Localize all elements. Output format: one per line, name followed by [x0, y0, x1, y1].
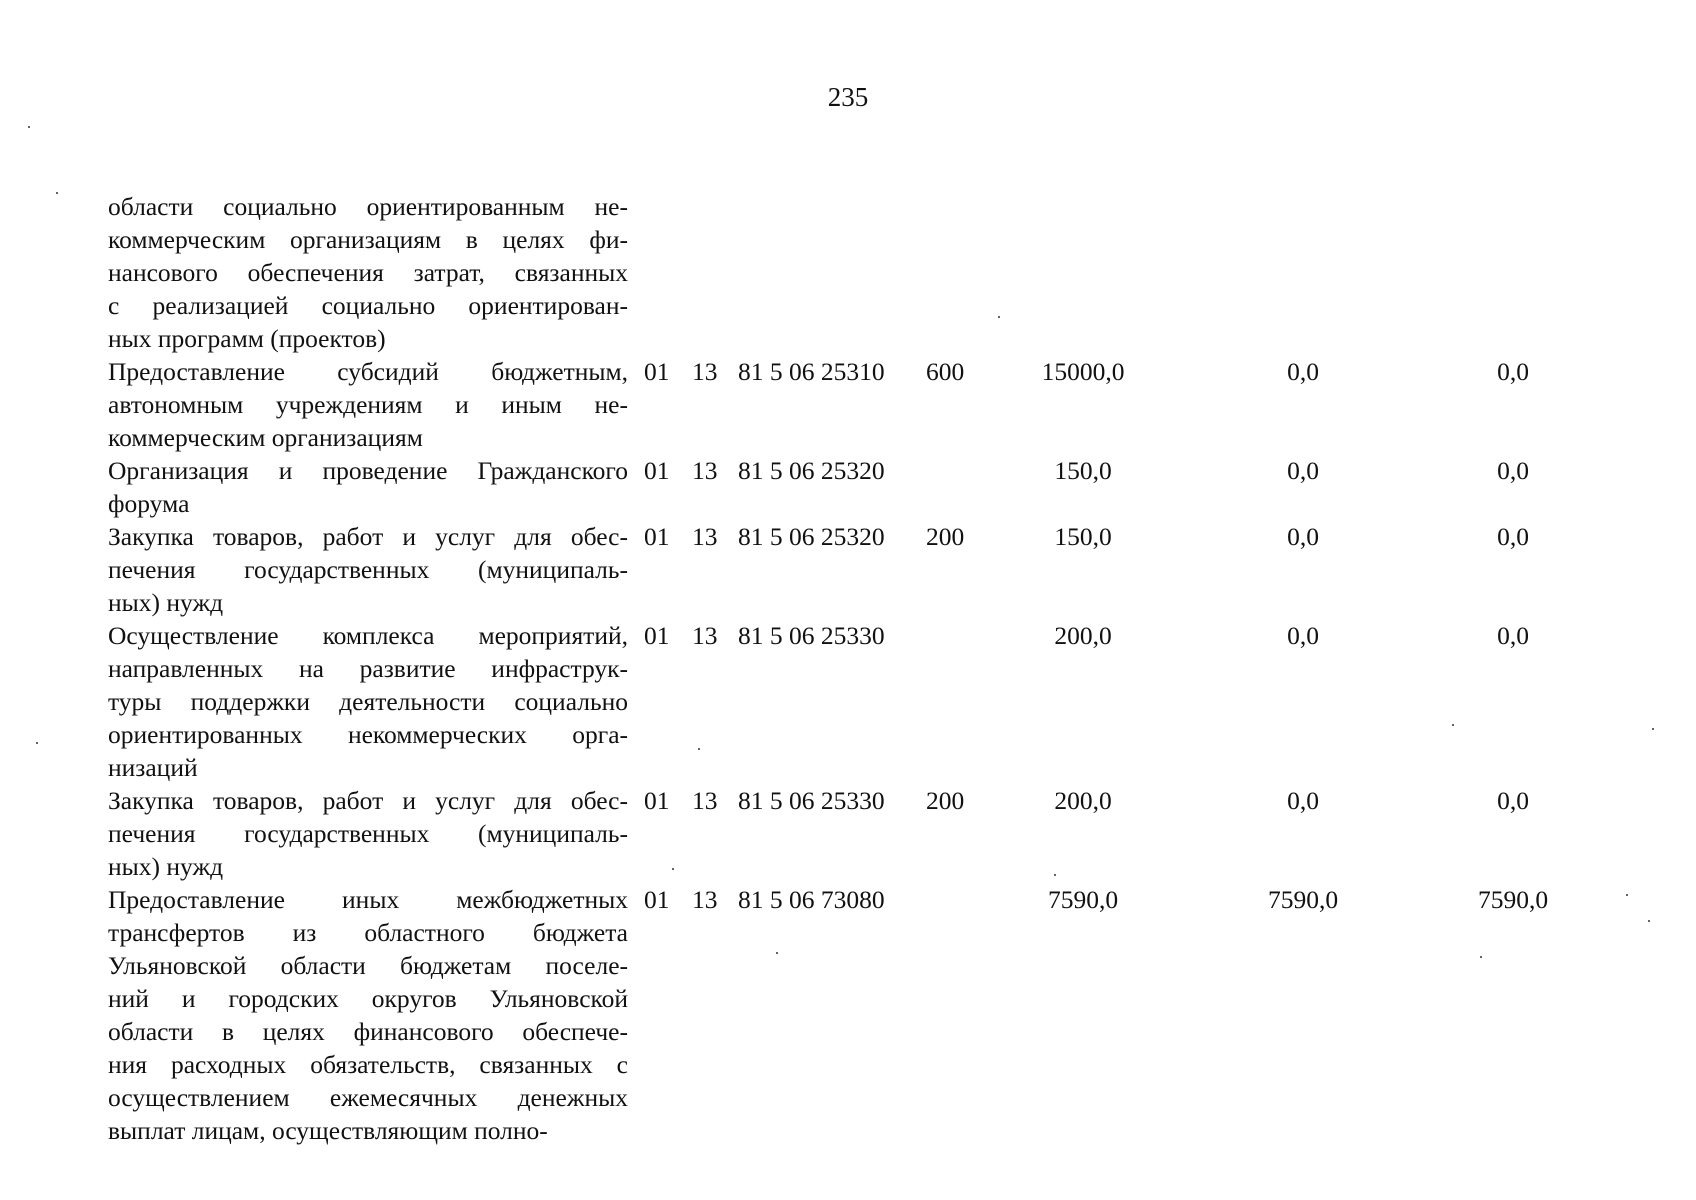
description-line: области социально ориентированным не- — [108, 192, 628, 221]
description-line: выплат лицам, осуществляющим полно- — [108, 1116, 548, 1145]
amount-year-1: 150,0 — [1054, 456, 1112, 485]
scan-speck — [1626, 894, 1628, 896]
page-number: 235 — [827, 82, 869, 112]
amount-year-3: 0,0 — [1497, 357, 1529, 386]
amount-year-3: 0,0 — [1497, 456, 1529, 485]
budget-table — [108, 190, 1568, 1147]
scan-speck — [1480, 956, 1482, 958]
description-line: Осуществление комплекса мероприятий, — [108, 621, 628, 650]
description-line: коммерческим организациям — [108, 423, 423, 452]
amount-year-2: 0,0 — [1287, 522, 1319, 551]
row-description — [108, 190, 628, 355]
description-line: ных) нужд — [108, 852, 224, 881]
target-article-code: 81 5 06 25310 — [738, 357, 885, 386]
scan-speck — [998, 316, 1000, 318]
description-line: Закупка товаров, работ и услуг для обес- — [108, 522, 628, 551]
amount-year-2: 0,0 — [1287, 621, 1319, 650]
table-row — [108, 454, 1568, 520]
amount-year-1: 150,0 — [1054, 522, 1112, 551]
subsection-code: 13 — [692, 786, 718, 815]
target-article-code: 81 5 06 73080 — [738, 885, 885, 914]
amount-year-1: 7590,0 — [1047, 885, 1119, 914]
subsection-code: 13 — [692, 885, 718, 914]
amount-year-3: 0,0 — [1497, 522, 1529, 551]
expense-type-code: 200 — [926, 522, 965, 551]
amount-year-3: 0,0 — [1497, 621, 1529, 650]
scan-speck — [1648, 920, 1650, 922]
description-line: ния расходных обязательств, связанных с — [108, 1050, 628, 1079]
table-row — [108, 190, 1568, 355]
description-line: трансфертов из областного бюджета — [108, 918, 628, 947]
scan-speck — [698, 748, 700, 750]
amount-year-2: 0,0 — [1287, 786, 1319, 815]
description-line: с реализацией социально ориентирован- — [108, 291, 628, 320]
description-line: ний и городских округов Ульяновской — [108, 984, 628, 1013]
description-line: коммерческим организациям в целях фи- — [108, 225, 628, 254]
row-description — [108, 454, 628, 520]
description-line: области в целях финансового обеспече- — [108, 1017, 628, 1046]
amount-year-2: 0,0 — [1287, 357, 1319, 386]
section-code: 01 — [644, 456, 670, 485]
amount-year-3: 7590,0 — [1477, 885, 1549, 914]
expense-type-code: 200 — [926, 786, 965, 815]
table-row — [108, 883, 1568, 1147]
section-code: 01 — [644, 522, 670, 551]
table-row — [108, 520, 1568, 619]
description-line: печения государственных (муниципаль- — [108, 819, 628, 848]
subsection-code: 13 — [692, 357, 718, 386]
description-line: ных) нужд — [108, 588, 224, 617]
table-row — [108, 784, 1568, 883]
description-line: Организация и проведение Гражданского — [108, 456, 628, 485]
amount-year-1: 200,0 — [1054, 786, 1112, 815]
row-description — [108, 619, 628, 784]
target-article-code: 81 5 06 25330 — [738, 621, 885, 650]
scan-speck — [1652, 728, 1654, 730]
amount-year-2: 0,0 — [1287, 456, 1319, 485]
description-line: форума — [108, 489, 190, 518]
row-description — [108, 784, 628, 883]
table-row — [108, 355, 1568, 454]
section-code: 01 — [644, 885, 670, 914]
description-line: автономным учреждениям и иным не- — [108, 390, 628, 419]
scan-speck — [36, 742, 38, 744]
description-line: туры поддержки деятельности социально — [108, 687, 628, 716]
description-line: Ульяновской области бюджетам поселе- — [108, 951, 628, 980]
expense-type-code: 600 — [926, 357, 965, 386]
target-article-code: 81 5 06 25330 — [738, 786, 885, 815]
description-line: печения государственных (муниципаль- — [108, 555, 628, 584]
section-code: 01 — [644, 357, 670, 386]
scan-speck — [56, 192, 58, 194]
description-line: нансового обеспечения затрат, связанных — [108, 258, 628, 287]
subsection-code: 13 — [692, 621, 718, 650]
amount-year-1: 200,0 — [1054, 621, 1112, 650]
row-description — [108, 883, 628, 1147]
section-code: 01 — [644, 786, 670, 815]
subsection-code: 13 — [692, 456, 718, 485]
amount-year-3: 0,0 — [1497, 786, 1529, 815]
description-line: Предоставление иных межбюджетных — [108, 885, 628, 914]
description-line: Закупка товаров, работ и услуг для обес- — [108, 786, 628, 815]
description-line: ориентированных некоммерческих орга- — [108, 720, 628, 749]
section-code: 01 — [644, 621, 670, 650]
amount-year-1: 15000,0 — [1041, 357, 1125, 386]
table-row — [108, 619, 1568, 784]
description-line: низаций — [108, 753, 198, 782]
scan-speck — [776, 952, 778, 954]
description-line: направленных на развитие инфраструк- — [108, 654, 628, 683]
description-line: Предоставление субсидий бюджетным, — [108, 357, 628, 386]
target-article-code: 81 5 06 25320 — [738, 456, 885, 485]
scan-speck — [1054, 874, 1056, 876]
scan-speck — [28, 126, 30, 128]
description-line: осуществлением ежемесячных денежных — [108, 1083, 628, 1112]
description-line: ных программ (проектов) — [108, 324, 386, 353]
target-article-code: 81 5 06 25320 — [738, 522, 885, 551]
scan-speck — [1452, 724, 1454, 726]
amount-year-2: 7590,0 — [1267, 885, 1339, 914]
scan-speck — [672, 868, 674, 870]
subsection-code: 13 — [692, 522, 718, 551]
row-description — [108, 520, 628, 619]
row-description — [108, 355, 628, 454]
